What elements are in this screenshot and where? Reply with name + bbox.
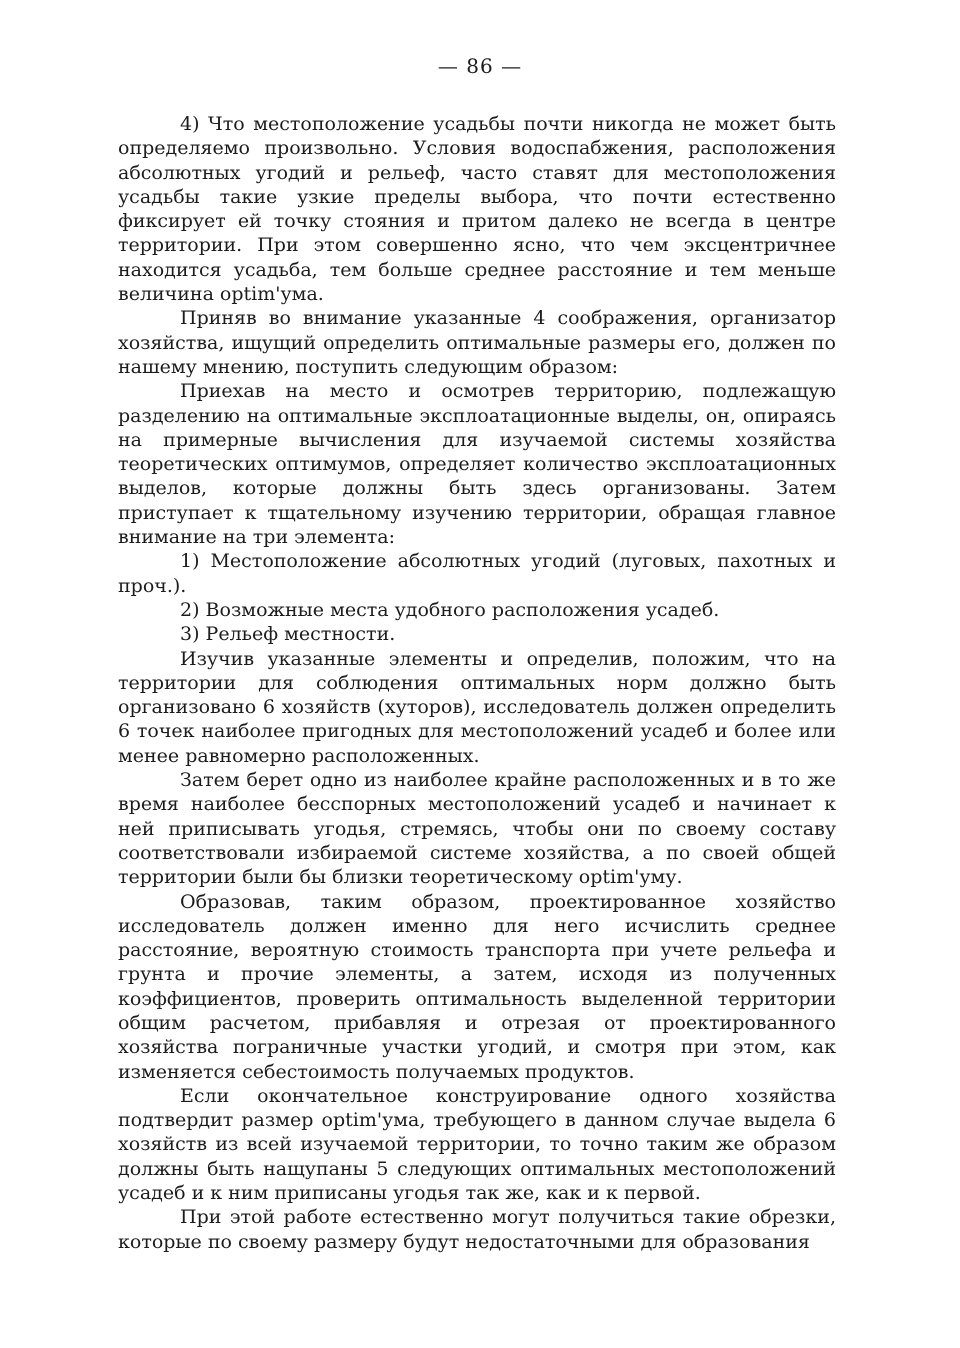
paragraph: 4) Что местоположение усадьбы почти никогда не может быть определяемо произвольно. Условия водоспабжения, расположения абсолютных угодий и рельеф, часто ставят для местоположения усадьбы такие узкие пределы выбора, что почти естественно фиксирует ей точку стояния и притом далеко не всегда в центре территории. При этом совершенно ясно, что чем эксцентричнее находится усадьба, тем больше среднее расстояние и тем меньше величина optim'ума. bbox=[118, 113, 836, 306]
paragraph: Если окончательное конструирование одного хозяйства подтвердит размер optim'ума, требующего в данном случае выдела 6 хозяйств из всей изучаемой территории, то точно таким же образом должны быть нащупаны 5 следующих оптимальных местоположений усадеб и к ним приписаны угодья так же, как и к первой. bbox=[118, 1084, 836, 1205]
body-text bbox=[118, 112, 836, 1254]
paragraph: Приняв во внимание указанные 4 соображения, организатор хозяйства, ищущий определить оптимальные размеры его, должен по нашему мнению, поступить следующим образом: bbox=[118, 307, 836, 378]
paragraph: 2) Возможные места удобного расположения усадеб. bbox=[180, 598, 720, 621]
page-number: — 86 — bbox=[437, 54, 523, 78]
paragraph: Образовав, таким образом, проектированное хозяйство исследователь должен именно для него исчислить среднее расстояние, вероятную стоимость транспорта при учете рельефа и грунта и прочие элементы, а затем, исходя из полученных коэффициентов, проверить оптимальность выделенной территории общим расчетом, прибавляя и отрезая от проектированного хозяйства пограничные участки угодий, и смотря при этом, как изменяется себестоимость получаемых продуктов. bbox=[118, 890, 836, 1083]
paragraph: Изучив указанные элементы и определив, положим, что на территории для соблюдения оптимальных норм должно быть организовано 6 хозяйств (хуторов), исследователь должен определить 6 точек наиболее пригодных для местоположений усадеб и более или менее равномерно расположенных. bbox=[118, 647, 836, 767]
paragraph: 1) Местоположение абсолютных угодий (луговых, пахотных и проч.). bbox=[118, 550, 836, 597]
paragraph: Затем берет одно из наиболее крайне расположенных и в то же время наиболее бесспорных местоположений усадеб и начинает к ней приписывать угодья, стремясь, чтобы они по своему составу соответствовали избираемой системе хозяйства, а по своей общей территории были бы близки теоретическому optim'уму. bbox=[118, 769, 836, 889]
paragraph: Приехав на место и осмотрев территорию, подлежащую разделению на оптимальные эксплоатационные выделы, он, опираясь на примерные вычисления для изучаемой системы хозяйства теоретических оптимумов, определяет количество эксплоатационных выделов, которые должны быть здесь организованы. Затем приступает к тщательному изучению территории, обращая главное внимание на три элемента: bbox=[118, 380, 836, 549]
paragraph: 3) Рельеф местности. bbox=[180, 623, 396, 646]
paragraph: При этой работе естественно могут получиться такие обрезки, которые по своему размеру будут недостаточными для образования bbox=[118, 1206, 836, 1253]
